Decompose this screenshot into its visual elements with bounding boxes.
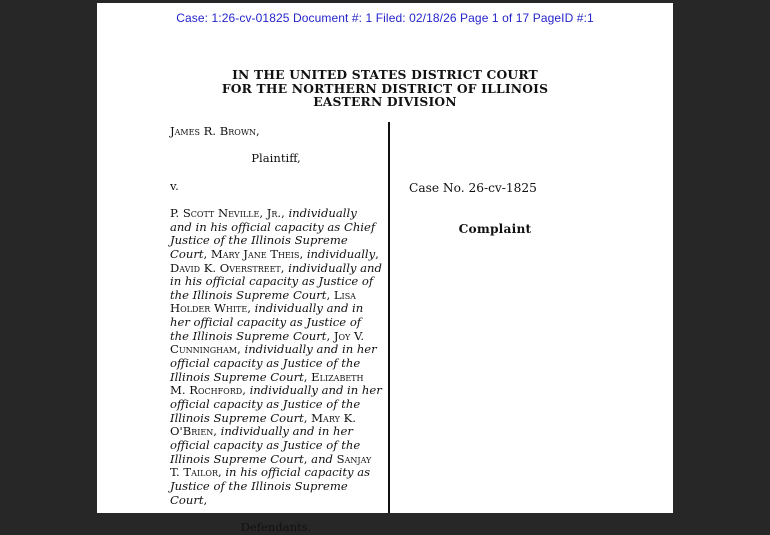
document-page (97, 3, 673, 534)
plaintiff-label: Plaintiff, (251, 151, 301, 166)
plaintiff-name: James R. Brown, (170, 124, 260, 138)
defendants-text: P. Scott Neville, Jr., individually and in his official capacity as Chief Justice of the Illinois Supreme Court, Mary Jane Theis, individually, David K. Overstreet, individually and in his official capacity as Justice of the Illinois Supreme Court, Lisa Holder White, individually and in her official capacity as Justice of the Illinois Supreme Court, Joy V. Cunningham, individually and in her official capacity as Justice of the Illinois Supreme Court, Elizabeth M. Rochford, individually and in her official capacity as Justice of the Illinois Supreme Court, Mary K. O'Brien, individually and in her official capacity as Justice of the Illinois Supreme Court, and Sanjay T. Tailor, in his official capacity as Justice of the Illinois Supreme Court, (170, 205, 382, 507)
court-title-line1: IN THE UNITED STATES DISTRICT COURT (232, 67, 538, 82)
versus-label: v. (170, 178, 179, 193)
court-title-line2: FOR THE NORTHERN DISTRICT OF ILLINOIS (221, 80, 549, 96)
ecf-stamp-header: Case: 1:26-cv-01825 Document #: 1 Filed: 02/18/26 Page 1 of 17 PageID #:1 (176, 11, 594, 25)
caption-left-column (170, 122, 382, 535)
case-number: Case No. 26-cv-1825 (409, 181, 537, 195)
caption-right-column (390, 122, 600, 513)
court-title (97, 68, 673, 109)
court-title-line3: EASTERN DIVISION (313, 94, 457, 110)
case-caption (170, 122, 600, 534)
document-title: Complaint (458, 222, 532, 236)
defendants-label: Defendants. (240, 519, 312, 534)
